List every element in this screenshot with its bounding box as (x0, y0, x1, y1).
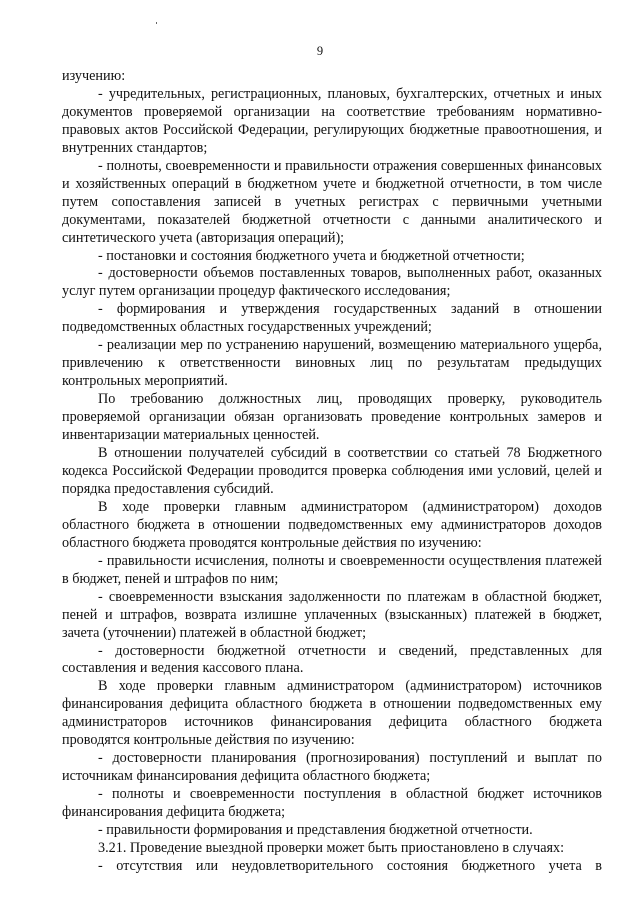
list-item: - достоверности планирования (прогнозирования) поступлений и выплат по источникам финансирования дефицита областного бюджета; (62, 750, 602, 785)
paragraph: По требованию должностных лиц, проводящих проверку, руководитель проверяемой организации обязан организовать проведение контрольных замеров и инвентаризации материальных ценностей. (62, 391, 602, 444)
list-item: - полноты, своевременности и правильности отражения совершенных финансовых и хозяйственных операций в бюджетном учете и бюджетной отчетности, в том числе путем сопоставления записей в учетных регистрах с первичными учетными документами, показателей бюджетной отчетности с данными аналитического и синтетического учета (авторизация операций); (62, 157, 602, 246)
list-item: - правильности формирования и представления бюджетной отчетности. (98, 822, 533, 839)
paragraph: В отношении получателей субсидий в соответствии со статьей 78 Бюджетного кодекса Российской Федерации проводится проверка соблюдения ими условий, целей и порядка предоставления субсидий. (62, 445, 602, 497)
paragraph: В ходе проверки главным администратором (администратором) источников финансирования дефицита областного бюджета в отношении подведомственных ему администраторов источников финансирования дефицита областного бюджета проводятся контрольные действия по изучению: (62, 678, 602, 749)
list-item: - учредительных, регистрационных, плановых, бухгалтерских, отчетных и иных документов проверяемой организации на соответствие требованиям нормативно-правовых актов Российской Федерации, регулирующих бюджетные правоотношения, и внутренних стандартов; (62, 85, 602, 156)
list-item: - реализации мер по устранению нарушений, возмещению материального ущерба, привлечению к ответственности виновных лиц по результатам предыдущих контрольных мероприятий. (62, 337, 602, 390)
list-item: - полноты и своевременности поступления в областной бюджет источников финансирования дефицита бюджета; (62, 786, 602, 821)
list-item: - достоверности объемов поставленных товаров, выполненных работ, оказанных услуг путем организации процедур фактического исследования; (62, 265, 602, 300)
section-paragraph: 3.21. Проведение выездной проверки может быть приостановлено в случаях: (98, 839, 565, 856)
list-item: - своевременности взыскания задолженности по платежам в областной бюджет, пеней и штрафов, возврата излишне уплаченных (взысканных) платежей в бюджет, зачета (уточнении) платежей в областной бюджет; (62, 588, 602, 641)
page-number: 9 (316, 44, 324, 58)
list-item: - достоверности бюджетной отчетности и сведений, представленных для составления и ведения кассового плана. (62, 642, 602, 677)
list-item: - формирования и утверждения государственных заданий в отношении подведомственных областных государственных учреждений; (62, 301, 602, 336)
list-item: - постановки и состояния бюджетного учета и бюджетной отчетности; (98, 247, 525, 264)
paragraph: изучению: (62, 68, 126, 84)
scan-speck (156, 22, 157, 24)
body-text (62, 68, 602, 876)
paragraph: В ходе проверки главным администратором (администратором) доходов областного бюджета в отношении подведомственных ему администраторов доходов областного бюджета проводятся контрольные действия по изучению: (62, 498, 602, 551)
list-item: - правильности исчисления, полноты и своевременности осуществления платежей в бюджет, пеней и штрафов по ним; (62, 552, 602, 587)
list-item: - отсутствия или неудовлетворительного состояния бюджетного учета в (98, 857, 602, 874)
